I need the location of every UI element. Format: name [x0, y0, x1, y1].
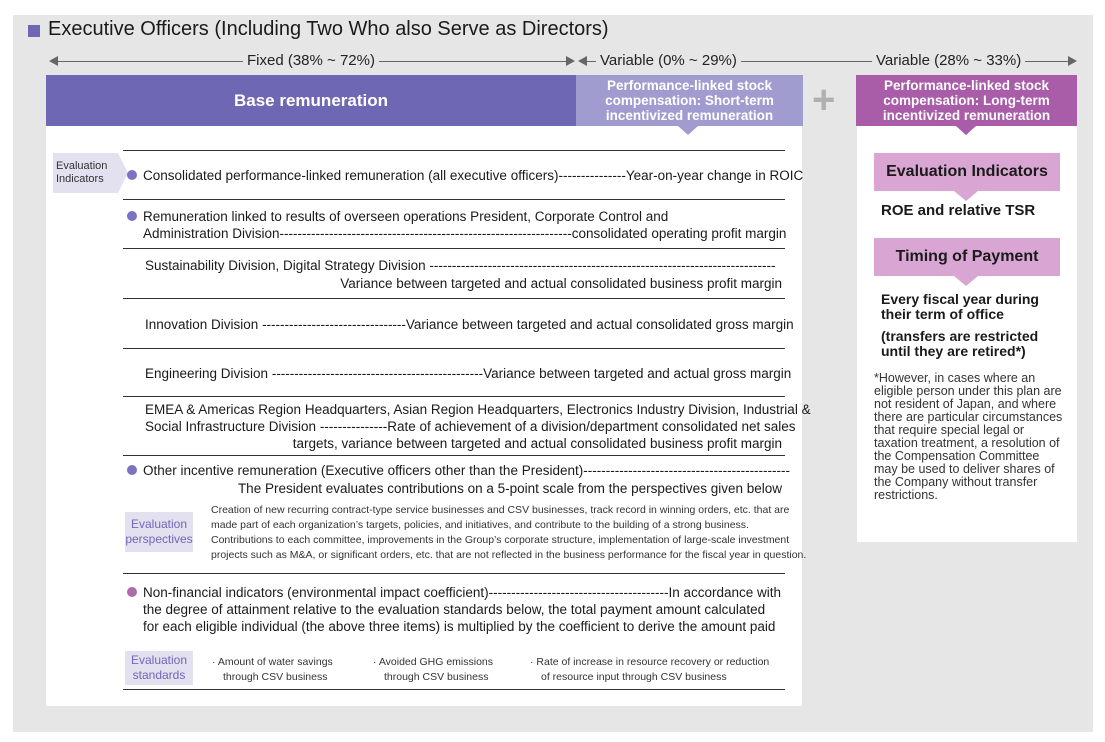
engineering-row: Engineering Division -----------------------------------------------Variance between targeted and actual gross margin — [145, 366, 792, 381]
perspective-line: made part of each organization’s targets, policies, and initiatives, and contribute to the building of a strong business. — [211, 519, 749, 531]
standard-ghg-line-2: through CSV business — [384, 671, 489, 683]
standard-resource-line-1: · Rate of increase in resource recovery or reduction — [530, 656, 770, 668]
perspective-line: Creation of new recurring contract-type service businesses and CSV businesses, track record in winning orders, etc. that are — [211, 504, 790, 516]
base-remuneration-label: Base remuneration — [234, 90, 388, 110]
divider — [123, 348, 785, 349]
nonfin-line-2: the degree of attainment relative to the evaluation standards below, the total payment amount calculated — [143, 602, 766, 617]
bullet-icon — [127, 587, 137, 597]
evaluation-standards-tag — [125, 651, 193, 685]
sustainability-line-2: Variance between targeted and actual consolidated business profit margin — [340, 276, 782, 291]
std-tag-line-2: standards — [132, 668, 186, 682]
evaluation-indicators-tab — [53, 153, 118, 193]
bullet-icon — [127, 465, 137, 475]
long-term-label-3: incentivized remuneration — [882, 108, 1051, 123]
long-term-band — [856, 75, 1077, 126]
nonfin-line-1: Non-financial indicators (environmental impact coefficient)----------------------------------------In accordance with — [143, 585, 782, 600]
long-term-notch — [956, 126, 976, 135]
divider — [123, 455, 785, 456]
std-tag-line-1: Evaluation — [130, 653, 188, 667]
nonfin-line-3: for each eligible individual (the above three items) is multiplied by the coefficient to derive the amount paid — [143, 619, 776, 634]
list-item-overseen-operations — [127, 208, 668, 225]
list-item-roic — [127, 167, 803, 184]
list-item-roic-text: Consolidated performance-linked remuneration (all executive officers)---------------Year-on-year change in ROIC — [143, 168, 804, 183]
variable-long-range-label: Variable (28% ~ 33%) — [872, 52, 1025, 69]
perspective-line: projects such as M&A, or significant orders, etc. that are not reflected in the business performance for the fiscal year in question. — [211, 549, 807, 561]
standard-ghg-line-1: · Avoided GHG emissions — [373, 656, 494, 668]
perspective-line: Contributions to each committee, improvements in the Group’s corporate structure, implementation of large-scale investment — [211, 534, 790, 546]
evaluation-perspectives-tag — [125, 512, 193, 552]
timing-line-1: Every fiscal year during — [881, 291, 1039, 307]
arrow-right-icon — [566, 56, 575, 66]
timing-line-3: (transfers are restricted — [881, 328, 1039, 344]
footnote: *However, in cases where an eligible person under this plan are not resident of Japan, and where there are particular circumstances that require special legal or taxation treatment, a resolution of the Compensation Committee may be used to deliver shares of the Company without transfer restrictions. — [874, 371, 1063, 502]
innovation-row: Innovation Division --------------------------------Variance between targeted and actual consolidated gross margin — [145, 317, 794, 332]
arrow-right-icon — [1068, 56, 1077, 66]
persp-tag-line-1: Evaluation — [130, 517, 188, 531]
divider — [123, 150, 785, 151]
divider — [123, 573, 785, 574]
list-item-non-financial — [127, 584, 781, 601]
divider — [123, 396, 785, 397]
divider — [123, 689, 785, 690]
sustainability-line-1: Sustainability Division, Digital Strategy Division ----------------------------------------------------------------------------- — [145, 258, 776, 273]
standard-resource — [530, 655, 769, 685]
perspectives-text — [211, 503, 806, 563]
evaluation-indicators-header — [874, 153, 1060, 191]
eval-tab-line-2: Indicators — [56, 173, 104, 185]
other-line-1: Other incentive remuneration (Executive officers other than the President)---------------------------------------------- — [143, 463, 791, 478]
emea-line-2: Social Infrastructure Division ---------------Rate of achievement of a division/department consolidated net sales — [145, 419, 796, 434]
short-term-label-3: incentivized remuneration — [605, 108, 774, 123]
page-title: Executive Officers (Including Two Who also Serve as Directors) — [48, 18, 609, 40]
short-term-label-1: Performance-linked stock — [606, 78, 773, 93]
base-remuneration-band — [46, 75, 576, 126]
standard-ghg — [373, 655, 493, 685]
standard-water-line-1: · Amount of water savings — [212, 656, 333, 668]
long-term-label-2: compensation: Long-term — [883, 93, 1050, 108]
short-term-band — [576, 75, 803, 126]
standard-water-line-2: through CSV business — [223, 671, 328, 683]
emea-line-3: targets, variance between targeted and actual consolidated business profit margin — [292, 436, 782, 451]
evaluation-indicators-value: ROE and relative TSR — [881, 202, 1036, 219]
timing-line-4: until they are retired*) — [881, 343, 1026, 359]
standard-resource-line-2: of resource input through CSV business — [541, 671, 727, 683]
emea-line-1: EMEA & Americas Region Headquarters, Asian Region Headquarters, Electronics Industry Division, Industrial & — [145, 402, 811, 417]
overseen-line-1: Remuneration linked to results of overseen operations President, Corporate Control and — [143, 209, 669, 224]
timing-of-payment-header-text: Timing of Payment — [895, 248, 1039, 265]
short-term-label-2: compensation: Short-term — [605, 93, 774, 108]
overseen-line-2: Administration Division-----------------------------------------------------------------consolidated operating profit margin — [143, 226, 787, 241]
fixed-range-label: Fixed (38% ~ 72%) — [243, 52, 379, 69]
timing-of-payment-header — [874, 238, 1060, 276]
bullet-icon — [127, 170, 137, 180]
eval-tab-line-1: Evaluation — [56, 160, 108, 172]
standard-water — [212, 655, 333, 685]
other-line-2: The President evaluates contributions on a 5-point scale from the perspectives given below — [237, 481, 782, 496]
variable-short-range-label: Variable (0% ~ 29%) — [596, 52, 741, 69]
bullet-icon — [127, 211, 137, 221]
plus-icon: + — [812, 78, 836, 122]
persp-tag-line-2: perspectives — [125, 532, 193, 546]
evaluation-indicators-header-text: Evaluation Indicators — [886, 163, 1048, 180]
short-term-notch — [678, 126, 698, 135]
divider — [123, 199, 785, 200]
divider — [123, 248, 785, 249]
list-item-other-incentive — [127, 462, 790, 479]
title-square-icon — [28, 25, 40, 37]
timing-line-2: their term of office — [881, 306, 1004, 322]
divider — [123, 298, 785, 299]
long-term-label-1: Performance-linked stock — [883, 78, 1050, 93]
